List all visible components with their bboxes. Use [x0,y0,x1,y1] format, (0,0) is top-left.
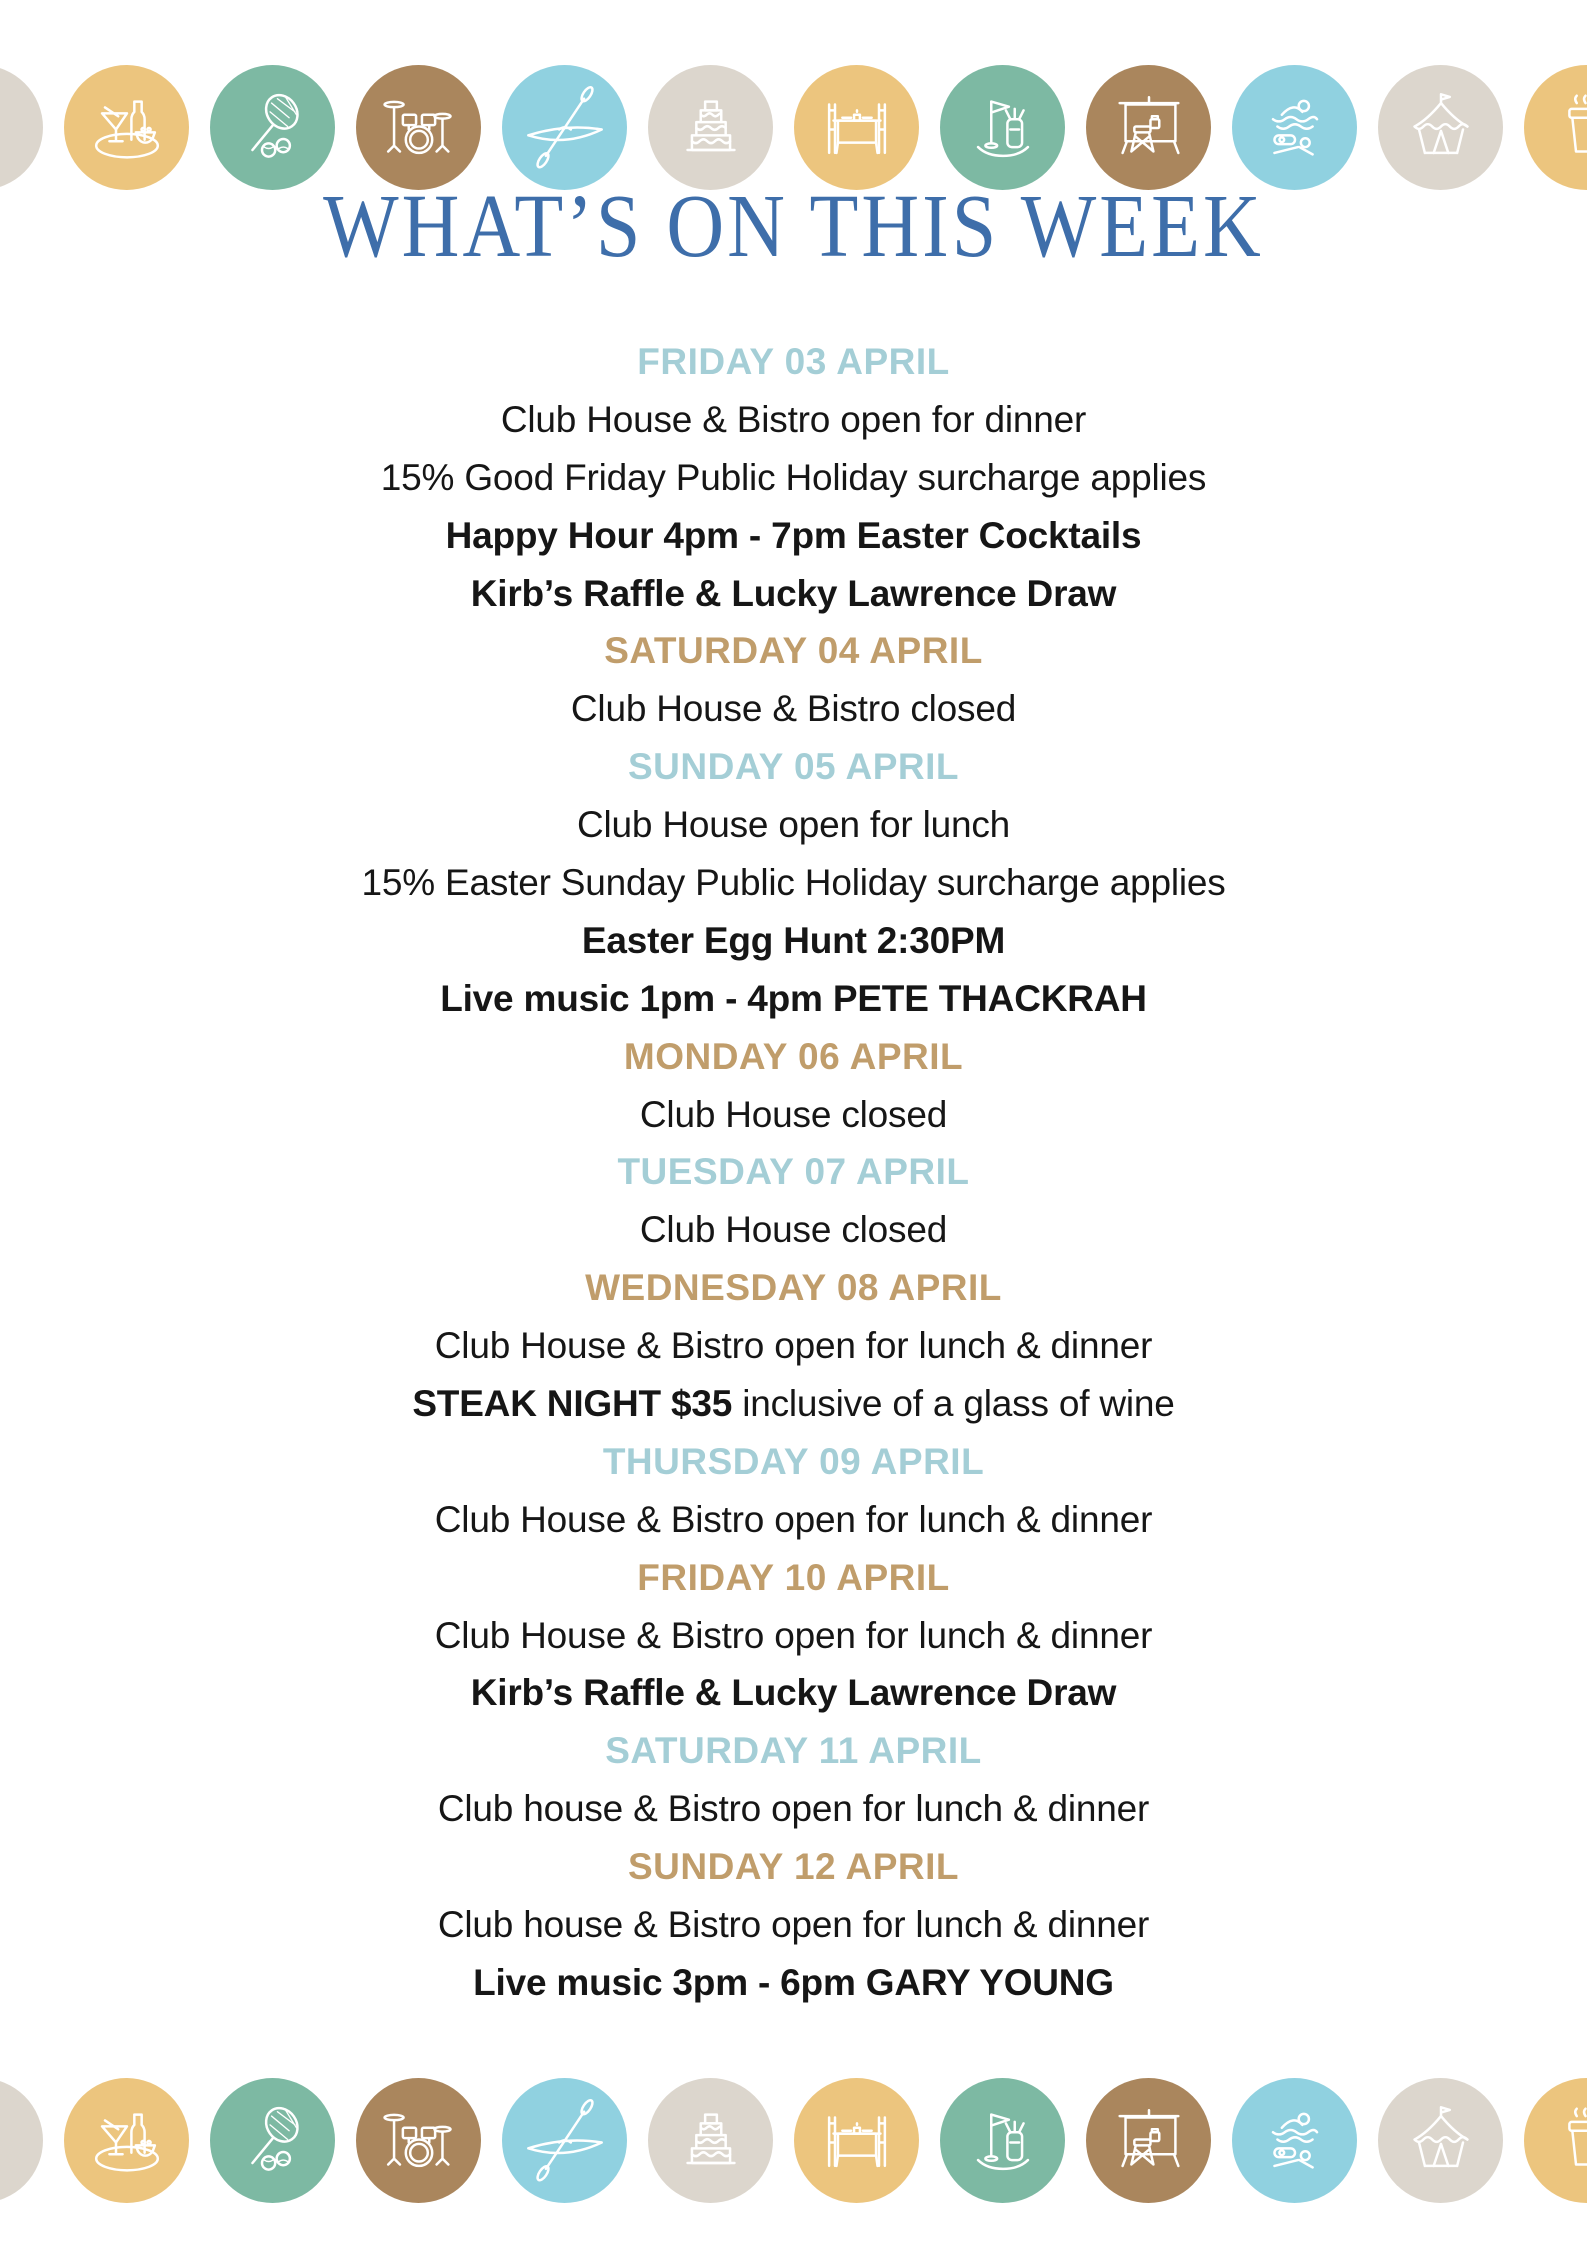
golf-icon [940,65,1065,190]
cinema-icon [1086,2078,1211,2203]
tennis-icon [210,65,335,190]
cinema-icon [1086,65,1211,190]
icon-row-bottom [0,2078,1587,2203]
swimming-icon [1232,65,1357,190]
drum-kit-icon [356,65,481,190]
day-heading: WEDNESDAY 08 APRIL [585,1267,1002,1309]
day-heading: FRIDAY 10 APRIL [637,1556,950,1598]
swimming-icon [1232,2078,1357,2203]
coffee-cup-icon [1524,65,1587,190]
drinks-platter-icon [64,2078,189,2203]
kayak-icon [502,2078,627,2203]
schedule-line: Live music 3pm - 6pm GARY YOUNG [473,1961,1114,2003]
coffee-cup-icon [1524,2078,1587,2203]
schedule-line: Club House open for lunch [576,804,1011,846]
golf-icon [940,2078,1065,2203]
schedule-line: Live music 1pm - 4pm PETE THACKRAH [440,977,1147,1019]
wedding-cake-icon [648,2078,773,2203]
drinks-platter-icon [64,65,189,190]
schedule-line: Happy Hour 4pm - 7pm Easter Cocktails [445,514,1142,556]
day-heading: SUNDAY 05 APRIL [627,746,959,788]
schedule-line: Easter Egg Hunt 2:30PM [581,919,1006,961]
circus-tent-icon [1378,65,1503,190]
schedule-line: Club House & Bistro open for lunch & dinner [434,1614,1153,1656]
schedule-line: 15% Easter Sunday Public Holiday surcharge applies [361,861,1226,903]
wedding-cake-icon [648,65,773,190]
page-title [0,177,1587,277]
day-heading: FRIDAY 03 APRIL [637,340,950,382]
schedule-line: Club House & Bistro open for dinner [500,398,1087,440]
day-heading: MONDAY 06 APRIL [623,1035,964,1077]
schedule-line: Club house & Bistro open for lunch & dinner [437,1788,1150,1830]
day-heading: SATURDAY 11 APRIL [605,1730,982,1772]
tennis-icon [210,2078,335,2203]
schedule [0,333,1587,2012]
dining-table-icon [794,65,919,190]
drum-kit-icon [356,2078,481,2203]
day-heading: TUESDAY 07 APRIL [617,1151,970,1193]
kayak-icon [502,65,627,190]
schedule-line: Club House & Bistro open for lunch & dinner [434,1498,1153,1540]
schedule-line: Kirb’s Raffle & Lucky Lawrence Draw [470,572,1117,614]
wine-glass-icon [0,2078,43,2203]
circus-tent-icon [1378,2078,1503,2203]
page-title-text: WHAT’S ON THIS WEEK [323,177,1264,277]
icon-row-top [0,65,1587,190]
schedule-line: 15% Good Friday Public Holiday surcharge applies [380,456,1207,498]
day-heading: SATURDAY 04 APRIL [604,630,983,672]
schedule-line: Club House closed [639,1209,948,1251]
dining-table-icon [794,2078,919,2203]
day-heading: THURSDAY 09 APRIL [602,1440,985,1482]
day-heading: SUNDAY 12 APRIL [627,1846,959,1888]
schedule-line: Kirb’s Raffle & Lucky Lawrence Draw [470,1672,1117,1714]
schedule-line: Club house & Bistro open for lunch & dinner [437,1903,1150,1945]
schedule-line: Club House & Bistro closed [570,688,1017,730]
wine-glass-icon [0,65,43,190]
schedule-line: Club House & Bistro open for lunch & dinner [434,1325,1153,1367]
schedule-line: STEAK NIGHT $35 inclusive of a glass of wine [412,1382,1175,1424]
schedule-line: Club House closed [639,1093,948,1135]
